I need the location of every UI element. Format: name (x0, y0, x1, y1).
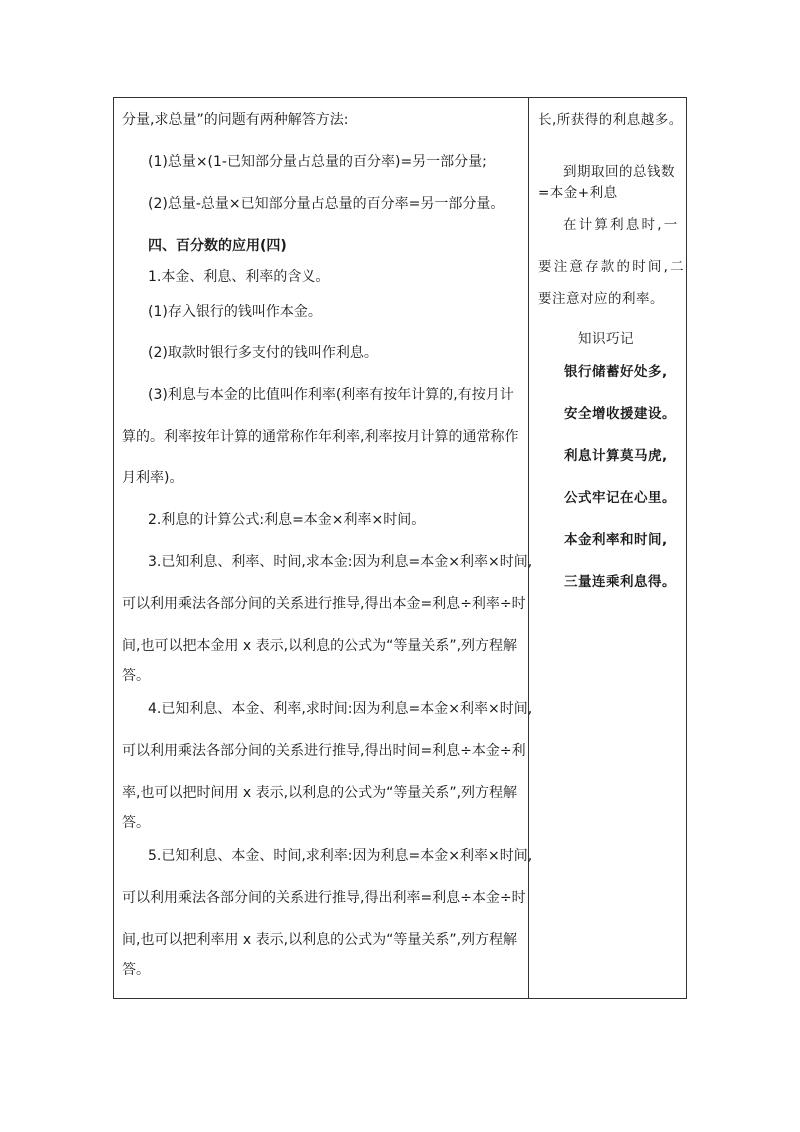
text-line: 间,也可以把利率用 x 表示,以利息的公式为“等量关系”,列方程解 (122, 932, 518, 948)
text-line: (3)利息与本金的比值叫作利率(利率有按年计算的,有按月计 (148, 387, 514, 403)
text-line: 5.已知利息、本金、时间,求利率:因为利息=本金×利率×时间, (148, 848, 533, 864)
side-note-line: 要注意存款的时间,二 (538, 259, 686, 275)
mnemonic-line: 三量连乘利息得。 (564, 574, 676, 590)
text-line: 答。 (122, 668, 150, 684)
text-line: 率,也可以把时间用 x 表示,以利息的公式为“等量关系”,列方程解 (122, 785, 518, 801)
side-heading: 知识巧记 (578, 331, 634, 347)
text-line: 算的。利率按年计算的通常称作年利率,利率按月计算的通常称作 (122, 429, 519, 445)
mnemonic-line: 公式牢记在心里。 (564, 490, 676, 506)
text-line: (2)取款时银行多支付的钱叫作利息。 (148, 345, 378, 361)
text-line: 可以利用乘法各部分间的关系进行推导,得出利率=利息÷本金÷时 (122, 890, 526, 906)
mnemonic-line: 利息计算莫马虎, (564, 448, 668, 464)
text-line: (1)存入银行的钱叫作本金。 (148, 304, 322, 320)
text-line: 2.利息的计算公式:利息=本金×利率×时间。 (148, 512, 426, 528)
text-line: 4.已知利息、本金、利率,求时间:因为利息=本金×利率×时间, (148, 701, 533, 717)
text-line: 可以利用乘法各部分间的关系进行推导,得出时间=利息÷本金÷利 (122, 743, 526, 759)
side-note-line: 长,所获得的利息越多。 (538, 112, 683, 128)
text-line: 3.已知利息、利率、时间,求本金:因为利息=本金×利率×时间, (148, 554, 533, 570)
text-line: (1)总量×(1-已知部分量占总量的百分率)=另一部分量; (148, 154, 487, 170)
text-line: 可以利用乘法各部分间的关系进行推导,得出本金=利息÷利率÷时 (122, 596, 526, 612)
section-heading: 四、百分数的应用(四) (148, 238, 287, 254)
mnemonic-line: 安全增收援建设。 (564, 406, 676, 422)
side-note-line: 到期取回的总钱数 (563, 164, 675, 180)
text-line: 月利率)。 (122, 470, 184, 486)
text-line: 间,也可以把本金用 x 表示,以利息的公式为“等量关系”,列方程解 (122, 638, 518, 654)
text-line: 答。 (122, 815, 150, 831)
text-line: 1.本金、利息、利率的含义。 (148, 269, 330, 285)
text-line: 答。 (122, 962, 150, 978)
mnemonic-line: 本金利率和时间, (564, 532, 668, 548)
side-note-line: =本金+利息 (538, 185, 618, 201)
text-line: (2)总量-总量×已知部分量占总量的百分率=另一部分量。 (148, 196, 505, 212)
side-note-line: 在计算利息时,一 (563, 217, 680, 233)
side-note-line: 要注意对应的利率。 (538, 291, 664, 307)
text-line: 分量,求总量”的问题有两种解答方法: (122, 112, 349, 128)
mnemonic-line: 银行储蓄好处多, (564, 364, 668, 380)
